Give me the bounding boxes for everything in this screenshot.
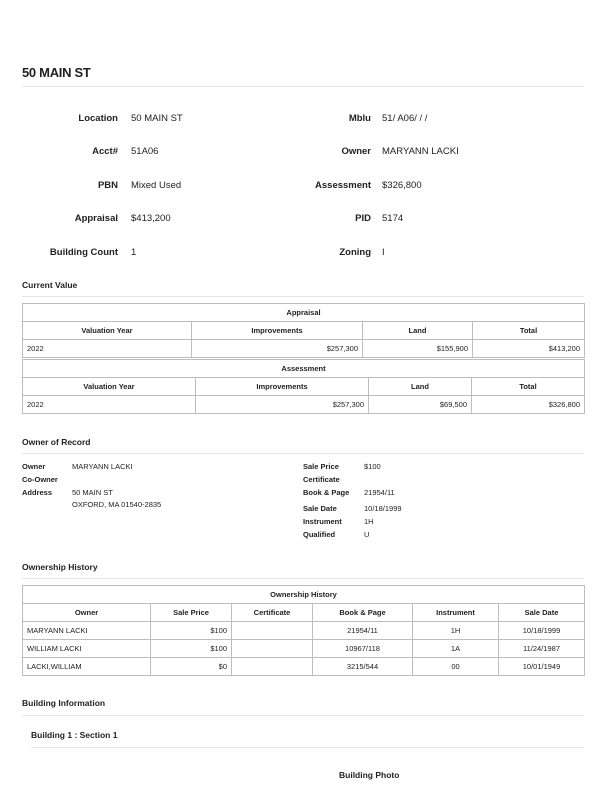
table-cell: LACKI,WILLIAM <box>23 658 151 676</box>
column-header: Instrument <box>413 604 499 622</box>
table-cell: MARYANN LACKI <box>23 622 151 640</box>
sale-price-key: Sale Price <box>303 462 339 471</box>
table-cell <box>232 622 313 640</box>
mblu-label: Mblu <box>348 113 371 124</box>
column-header: Valuation Year <box>23 322 192 340</box>
building-count-value: 1 <box>131 247 137 258</box>
address-line-1: 50 MAIN ST <box>72 488 113 497</box>
divider <box>22 296 584 297</box>
table-cell <box>232 658 313 676</box>
book-page-value: 21954/11 <box>364 488 395 497</box>
appraisal-table-caption: Appraisal <box>23 304 585 322</box>
pid-label: PID <box>355 213 371 224</box>
column-header: Sale Price <box>151 604 232 622</box>
column-header: Sale Date <box>499 604 585 622</box>
table-cell: $100 <box>151 640 232 658</box>
divider <box>31 747 584 748</box>
table-cell: $326,800 <box>472 396 585 414</box>
table-cell <box>232 640 313 658</box>
column-header: Total <box>472 378 585 396</box>
owner-label: Owner <box>341 146 371 157</box>
book-page-key: Book & Page <box>303 488 350 497</box>
assessment-label: Assessment <box>315 180 371 191</box>
table-cell: WILLIAM LACKI <box>23 640 151 658</box>
table-cell: $155,900 <box>363 340 473 358</box>
sale-date-value: 10/18/1999 <box>364 504 402 513</box>
column-header: Valuation Year <box>23 378 196 396</box>
instrument-key: Instrument <box>303 517 342 526</box>
column-header: Total <box>473 322 585 340</box>
qualified-key: Qualified <box>303 530 336 539</box>
column-header: Land <box>369 378 472 396</box>
table-row <box>23 640 585 658</box>
zoning-value: I <box>382 247 385 258</box>
table-cell: 10/01/1949 <box>499 658 585 676</box>
divider <box>22 453 584 454</box>
divider <box>22 578 584 579</box>
zoning-label: Zoning <box>339 247 371 258</box>
building-count-label: Building Count <box>49 247 118 258</box>
table-cell: $257,300 <box>196 396 369 414</box>
appraisal-table <box>22 303 585 358</box>
table-row <box>23 340 585 358</box>
column-header: Owner <box>23 604 151 622</box>
divider <box>22 86 584 87</box>
address-key: Address <box>22 488 53 497</box>
table-row <box>23 396 585 414</box>
appraisal-value: $413,200 <box>131 213 171 224</box>
acct-label: Acct# <box>92 146 118 157</box>
table-cell: 10967/118 <box>313 640 413 658</box>
divider <box>22 715 584 716</box>
table-cell: 3215/544 <box>313 658 413 676</box>
pbn-label: PBN <box>97 180 118 191</box>
table-cell: $100 <box>151 622 232 640</box>
instrument-value: 1H <box>364 517 374 526</box>
table-cell: 21954/11 <box>313 622 413 640</box>
column-header: Book & Page <box>313 604 413 622</box>
sale-date-key: Sale Date <box>303 504 337 513</box>
location-value: 50 MAIN ST <box>131 113 183 124</box>
column-header: Land <box>363 322 473 340</box>
owner-key: Owner <box>22 462 46 471</box>
assessment-table <box>22 359 585 414</box>
column-header: Improvements <box>196 378 369 396</box>
building-photo-heading: Building Photo <box>339 770 400 780</box>
pid-value: 5174 <box>382 213 404 224</box>
building-information-heading: Building Information <box>22 698 106 708</box>
table-cell: 1A <box>413 640 499 658</box>
ownership-history-heading: Ownership History <box>22 562 98 572</box>
table-cell: 2022 <box>23 340 192 358</box>
mblu-value: 51/ A06/ / / <box>382 113 428 124</box>
table-cell: 11/24/1987 <box>499 640 585 658</box>
table-cell: 00 <box>413 658 499 676</box>
table-cell: $69,500 <box>369 396 472 414</box>
table-cell: $0 <box>151 658 232 676</box>
table-cell: $257,300 <box>192 340 363 358</box>
table-cell: 10/18/1999 <box>499 622 585 640</box>
column-header: Certificate <box>232 604 313 622</box>
ownership-history-table <box>22 585 585 676</box>
building-section-heading: Building 1 : Section 1 <box>31 730 118 740</box>
owner-value: MARYANN LACKI <box>72 462 133 471</box>
pbn-value: Mixed Used <box>131 180 182 191</box>
acct-value: 51A06 <box>131 146 159 157</box>
current-value-heading: Current Value <box>22 280 78 290</box>
sale-price-value: $100 <box>364 462 381 471</box>
table-cell: $413,200 <box>473 340 585 358</box>
assessment-table-caption: Assessment <box>23 360 585 378</box>
assessment-value: $326,800 <box>382 180 422 191</box>
table-cell: 1H <box>413 622 499 640</box>
location-label: Location <box>78 113 118 124</box>
table-cell: 2022 <box>23 396 196 414</box>
owner-value: MARYANN LACKI <box>382 146 459 157</box>
address-line-2: OXFORD, MA 01540-2835 <box>72 500 162 509</box>
certificate-key: Certificate <box>303 475 340 484</box>
owner-of-record-heading: Owner of Record <box>22 437 91 447</box>
co-owner-key: Co-Owner <box>22 475 58 484</box>
table-row <box>23 622 585 640</box>
appraisal-label: Appraisal <box>74 213 118 224</box>
page-title: 50 MAIN ST <box>22 65 91 80</box>
table-row <box>23 658 585 676</box>
ownership-history-caption: Ownership History <box>23 586 585 604</box>
qualified-value: U <box>364 530 370 539</box>
column-header: Improvements <box>192 322 363 340</box>
